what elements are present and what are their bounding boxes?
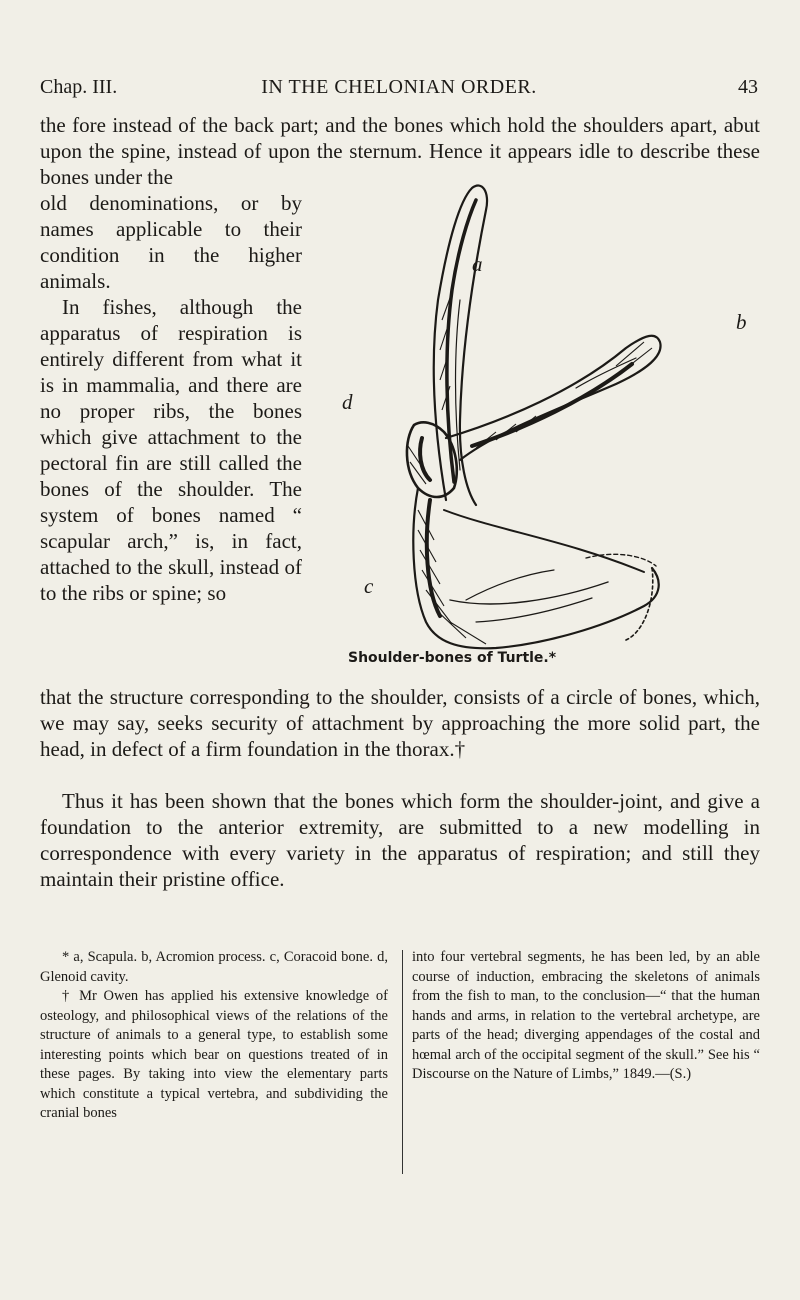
running-header xyxy=(40,76,758,106)
fishes-paragraph-start: In fishes, although the apparatus of respiration is entirely different from what it is in mammalia, and there are no proper ribs, the bones which give attachment to the pectoral fin are still called the bones of the shoulder. The system of bones named “ scapular arch,” is, in fact, attached to the skull, instead of to the ribs or spine; so xyxy=(40,295,302,605)
figure-caption: Shoulder-bones of Turtle.* xyxy=(348,650,557,666)
footnotes xyxy=(40,948,760,1188)
hatching xyxy=(408,298,652,644)
intro-paragraph: the fore instead of the back part; and the bones which hold the shoulders apart, abut upon the spine, instead of upon the sternum. Hence it appears idle to describe these bones under the xyxy=(40,113,760,189)
page-number: 43 xyxy=(738,76,758,98)
running-title: IN THE CHELONIAN ORDER. xyxy=(261,76,537,98)
continuation-paragraph: that the structure corresponding to the shoulder, consists of a circle of bones, which, we may say, seeks security of attachment by approaching the more solid part, the head, in defect of a firm foundation in the thorax.† xyxy=(40,685,760,761)
wrapped-text-part-1: old denominations, or by names applicable to their condition in the higher animals. xyxy=(40,191,302,293)
turtle-shoulder-figure xyxy=(326,170,766,666)
shoulder-bones-illustration xyxy=(326,170,766,662)
acromion-bone xyxy=(446,336,661,460)
label-c: c xyxy=(364,574,374,598)
second-paragraph: Thus it has been shown that the bones which form the shoulder-joint, and give a foundation to the anterior extremity, are submitted to a new modelling in correspondence with every variety in the apparatus of respiration; and still they maintain their pristine office. xyxy=(40,789,760,891)
label-d: d xyxy=(342,390,353,414)
column-rule xyxy=(402,950,403,1174)
footnote-star: * a, Scapula. b, Acromion process. c, Coracoid bone. d, Glenoid cavity. xyxy=(40,949,388,985)
label-a: a xyxy=(472,252,483,276)
label-b: b xyxy=(736,310,747,334)
footnotes-left-column xyxy=(40,948,388,1124)
chapter-label: Chap. III. xyxy=(40,76,118,98)
footnote-dagger: † Mr Owen has applied his extensive knowledge of osteology, and philosophical views of the relations of the structure of animals to a general type, to establish some interesting points which bear on questions treated of in these pages. By taking into view the elementary parts which constitute a typical vertebra, and subdividing the cranial bones xyxy=(40,988,388,1121)
wrapped-text-column xyxy=(40,190,302,606)
footnote-dagger-continued: into four vertebral segments, he has been led, by an able course of induction, embracing the skeletons of animals from the fish to man, to the conclusion—“ that the human hands and arms, in relation to the vertebral archetype, are parts of the head; diverging appendages of the costal and hœmal arch of the occipital segment of the skull.” See his “ Discourse on the Nature of Limbs,” 1849.—(S.) xyxy=(412,949,760,1082)
